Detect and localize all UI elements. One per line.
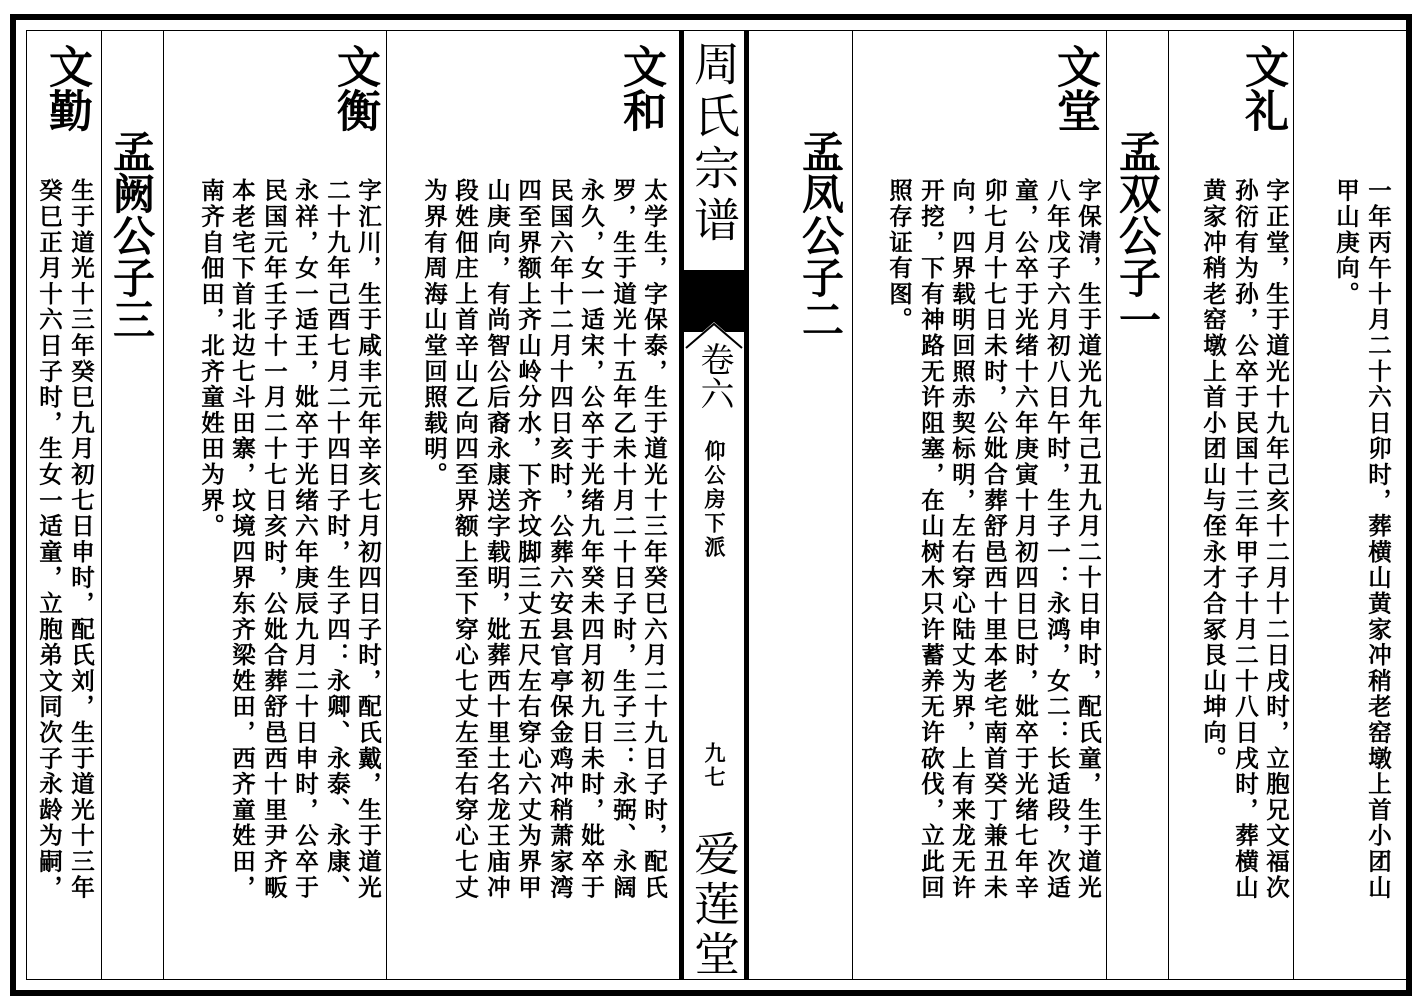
biography-line: 为界有周海山堂回照载明。 <box>420 178 448 488</box>
generation-heading: 孟阙公子三 <box>107 130 156 340</box>
biography-line: 字汇川，生于咸丰元年辛亥七月初四日子时，配氏戴，生于道光 <box>354 178 382 901</box>
person-name: 文和 <box>615 44 666 132</box>
biography-line: 罗，生于道光十五年乙未十月二十日子时，生子三：永弼、永阔 <box>609 178 637 901</box>
continuation-line: 一年丙午十月二十六日卯时，葬横山黄家冲稍老窑墩上首小团山 <box>1364 178 1392 901</box>
generation-heading: 孟凤公子二 <box>796 130 845 340</box>
biography-line: 南齐自佃田，北齐童姓田为界。 <box>197 178 225 540</box>
rule <box>1293 30 1294 980</box>
biography-line: 照存证有图。 <box>885 178 913 333</box>
biography-line: 黄家冲稍老窑墩上首小团山与侄永才合冢艮山坤向。 <box>1199 178 1227 772</box>
person-name: 文衡 <box>329 44 380 132</box>
biography-line: 八年戊子六月初八日午时，生子一：永鸿，女二：长适段，次适 <box>1043 178 1071 901</box>
biography-line: 卯七月十七日未时，公妣合葬舒邑西十里本老宅南首癸丁兼丑未 <box>980 178 1008 901</box>
biography-line: 民国元年壬子十一月二十七日亥时，公妣合葬舒邑西十里尹齐畈 <box>260 178 288 901</box>
person-name: 文礼 <box>1237 44 1288 132</box>
rule <box>1106 30 1107 980</box>
biography-line: 二十九年己酉七月二十四日子时，生子四：永卿、永泰、永康、 <box>323 178 351 901</box>
rule <box>163 30 164 980</box>
biography-line: 民国六年十二月十四日亥时，公葬六安县官亭保金鸡冲稍萧家湾 <box>546 178 574 901</box>
biography-line: 本老宅下首北边七斗田寨，坟境四界东齐梁姓田，西齐童姓田， <box>228 178 256 901</box>
branch-label: 仰公房下派 <box>702 440 727 560</box>
volume-label: 卷六 <box>694 342 734 410</box>
biography-line: 字保清，生于道光九年己丑九月二十日申时，配氏童，生于道光 <box>1074 178 1102 901</box>
continuation-line: 甲山庚向。 <box>1332 178 1360 307</box>
rule <box>101 30 102 980</box>
person-name: 文勤 <box>41 44 92 132</box>
person-name: 文堂 <box>1049 44 1100 132</box>
biography-line: 太学生，字保泰，生于道光十三年癸巳六月二十九日子时，配氏 <box>640 178 668 901</box>
generation-heading: 孟双公子一 <box>1113 130 1162 340</box>
hall-name: 爱莲堂 <box>687 830 741 980</box>
spine <box>679 30 749 980</box>
biography-line: 段姓佃庄上首辛山乙向四至界额上至下穿心七丈左至右穿心七丈 <box>451 178 479 901</box>
biography-line: 字正堂，生于道光十九年己亥十二月十二日戌时，立胞兄文福次 <box>1262 178 1290 901</box>
biography-line: 向，四界载明回照赤契标明，左右穿心陆丈为界，上有来龙无许 <box>948 178 976 901</box>
page-number: 九七 <box>702 742 727 790</box>
genealogy-title: 周氏宗谱 <box>687 40 741 248</box>
biography-line: 童，公卒于光绪十六年庚寅十月初四日巳时，妣卒于光绪七年辛 <box>1011 178 1039 901</box>
biography-line: 孙衍有为孙，公卒于民国十三年甲子十月二十八日戌时，葬横山 <box>1231 178 1259 901</box>
biography-line: 永祥，女一适王，妣卒于光绪六年庚辰九月二十日申时，公卒于 <box>291 178 319 901</box>
rule <box>1168 30 1169 980</box>
biography-line: 永久，女一适宋，公卒于光绪九年癸未四月初九日未时，妣卒于 <box>577 178 605 901</box>
rule <box>386 30 387 980</box>
biography-line: 开挖，下有神路无许阻塞，在山树木只许蓄养无许砍伐，立此回 <box>917 178 945 901</box>
biography-line: 四至界额上齐山岭分水，下齐坟脚三丈五尺左右穿心六丈为界甲 <box>514 178 542 901</box>
biography-line: 癸巳正月十六日子时，生女一适童，立胞弟文同次子永龄为嗣， <box>35 178 63 901</box>
biography-line: 生于道光十三年癸巳九月初七日申时，配氏刘，生于道光十三年 <box>67 178 95 901</box>
rule <box>852 30 853 980</box>
biography-line: 山庚向，有尚智公后裔永康送字载明，妣葬西十里土名龙王庙冲 <box>483 178 511 901</box>
